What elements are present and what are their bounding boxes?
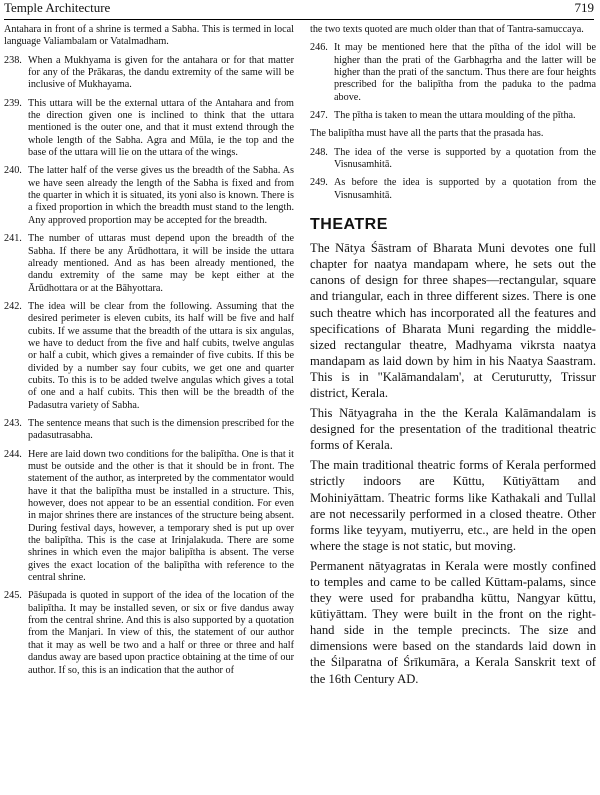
section-heading: THEATRE [310,216,388,234]
paragraph: This Nātyagraha in the the Kerala Kalāmandalam is designed for the presentation of the traditional theatric forms of Kerala. [310,406,596,453]
note-text: When a Mukhyama is given for the antahara or for that matter for any of the Prākaras, the dandu extremity of the same will be inclusive of Mukhayama. [28,54,294,91]
note-240 [4,165,294,227]
note-242 [4,301,294,412]
note-number: 238. [4,54,22,66]
note-text: The idea of the verse is supported by a quotation from the Visnusamhitā. [334,146,596,171]
note-text: Here are laid down two conditions for the balipītha. One is that it must be outside and the other is that it should be in front. The statement of the author, as interpreted by the commentator would have it that the balipītha must be installed in a structure. This, however, does not appear to be an essential condition. For even in major shrines there are instances of the structure being absent. During festival days, however, a temporary shed is put up over the balipītha. This is the case at Irinjalakuda. There are some shrines in which even the major balipītha is absent. The verse gives the exact location of the balipītha with reference to the central shrine. [28,448,294,584]
note-number: 247. [310,110,328,122]
note-number: 240. [4,165,22,177]
note-249 [310,177,596,202]
note-247-extra: The balipītha must have all the parts that the prasada has. [310,128,544,140]
note-244 [4,449,294,585]
note-247 [310,110,596,122]
note-number: 248. [310,146,328,158]
note-continuation: Antahara in front of a shrine is termed a Sabha. This is termed in local language Valiambalam or Vatalmadham. [4,24,294,48]
paragraph: Permanent nātyagratas in Kerala were mostly confined to temples and came to be called Kūttam-palams, since they were used for prabandha kūttu, Nangyar kūttu, kūtiyāttam. They were built in the front on the right-hand side in the temple precincts. The size and dimensions were based on the standards laid down in the Śilparatna of Śrīkumāra, a Kerala Sanskrit text of the 16th Century AD. [310,558,596,686]
note-238 [4,55,294,92]
note-number: 246. [310,42,328,54]
note-text: The latter half of the verse gives us the breadth of the Sabha. As we have seen already the length of the Sabha is fixed and from the quarter in which it is situated, its yoni also is known. There is a fixed proportion in which the breadth must stand to the length. Any approved proportion may be accepted for the breadth. [28,165,294,226]
left-column [4,24,294,683]
page-header [4,0,594,20]
note-number: 241. [4,233,22,245]
note-239 [4,98,294,160]
header-rule [4,19,594,20]
note-text: As before the idea is supported by a quotation from the Visnusamhitā. [334,177,596,201]
note-text: The pītha is taken to mean the uttara moulding of the pītha. [334,110,576,122]
note-number: 245. [4,590,22,602]
note-text: This uttara will be the external uttara of the Antahara and from the direction given one is inclined to think that the uttara mentioned is the outer one, and that it must extend through the whole length of the Sabha. Agra and Mūla, ie the top and the base of the uttara will lie on the uttara of the wings. [28,97,294,159]
right-column [310,24,596,691]
note-continuation: the two texts quoted are much older than that of Tantra-samuccaya. [310,24,584,35]
note-text: The number of uttaras must depend upon the breadth of the Sabha. If there be any Ārūdhottara, it will be inside the uttara already mentioned. And as has been already mentioned, the dandu extremity of the same may be kept either at the Ārūdhottara or at the Bāhyottara. [28,233,294,294]
paragraph: The main traditional theatric forms of Kerala performed strictly indoors are Kūttu, Kūtiyāttam and Mohiniyāttam. Theatric forms like Kathakali and Tullal are not necessarily performed in a closed theatre. Other forms like teyyam, mutiyerru, etc., are held in the open where the stage is not static, but moving. [310,458,596,553]
note-245 [4,590,294,676]
paragraph: The Nātya Śāstram of Bharata Muni devotes one full chapter for naatya mandapam where, he sets out the canons of design for three shapes—rectangular, square and triangular, each in three different sizes. There is one such theatre which has incorporated all the features and specifications of Bharata Muni regarding the middle-sized rectangular theatre, Madhyama vikrsta naatya mandapam as laid down by him in his Naatya Saastram. This is in "Kalāmandalam', at Ceruturutty, Trissur district, Kerala. [310,241,596,400]
note-text: It may be mentioned here that the pītha of the idol will be higher than the prati of the Garbhagrha and the latter will be higher than the prati of the sanctum. Thus there are four heights prescribed for the balipītha from the paduka to the padma above. [334,42,596,103]
note-number: 244. [4,448,22,460]
note-248 [310,147,596,172]
note-number: 243. [4,417,22,429]
note-text: The idea will be clear from the following. Assuming that the desired perimeter is eleven cubits, its half will be five and half cubits. If we assume that the breadth of the uttara is six angulas, we have to deduct from the five and half cubits, twelve angulas or half a cubit, which gives a remainder of five cubits. If this be divided by a number say four cubits, we get one and quarter cubits. To this is to be added twelve angulas which gives a total of one and a half cubits. This then will be the breadth of the Padasutra variety of Sabha. [28,300,294,411]
running-title: Temple Architecture [4,0,111,15]
note-246 [310,42,596,104]
note-number: 249. [310,177,328,189]
note-text: Pāśupada is quoted in support of the idea of the location of the balipītha. It may be installed seven, or six or five dandus away from the central shrine. And this is also supported by a quotation from the Manjari. In view of this, the statement of our author that it may as well be two and a half or three or three and half dandus away are based upon practice obtaining at the time of our author. If so, this is an indication that the author of [28,590,294,676]
note-text: The sentence means that such is the dimension prescribed for the padasutrasabha. [28,417,294,442]
note-number: 242. [4,300,22,312]
note-243 [4,418,294,443]
note-241 [4,233,294,295]
note-number: 239. [4,97,22,109]
page-number: 719 [574,0,594,15]
body-text [310,240,596,687]
